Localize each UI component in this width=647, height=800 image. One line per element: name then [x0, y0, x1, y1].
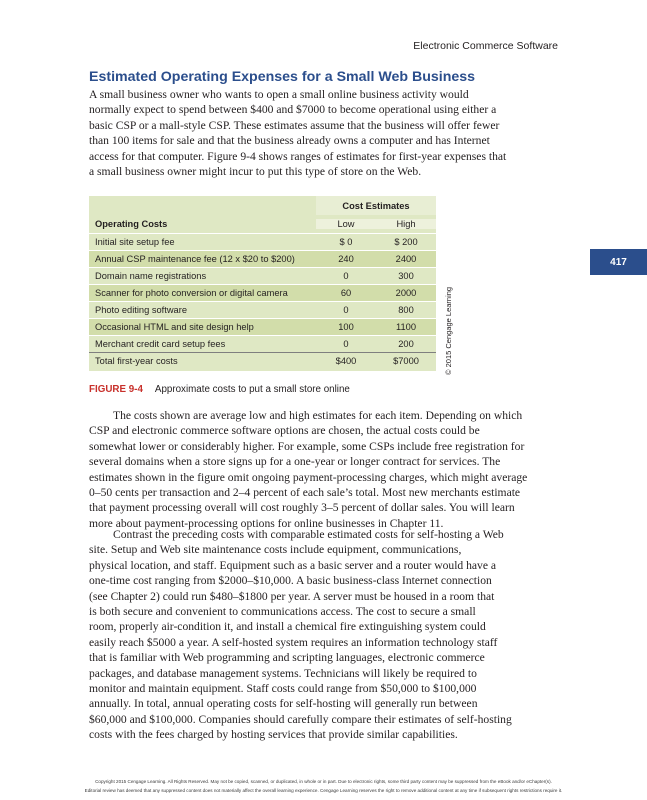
high-column-header: High	[376, 219, 436, 229]
body-line: somewhat lower or considerably higher. For example, some CSPs include free registration for	[89, 439, 525, 453]
body-line: costs with the fees charged by hosting services that provide similar capabilities.	[89, 728, 458, 742]
row-item: Photo editing software	[95, 305, 187, 315]
figure-label: FIGURE 9-4	[89, 384, 143, 395]
body-line: The costs shown are average low and high estimates for each item. Depending on which	[113, 409, 523, 422]
body-line: physical location, and staff. Equipment such as a basic server and a router would have a	[89, 558, 497, 572]
table-row	[89, 233, 436, 251]
row-low: 60	[340, 288, 352, 298]
intro-line: a small business owner might incur to put this type of store on the Web.	[89, 165, 422, 179]
intro-paragraph	[89, 87, 559, 179]
page-number-tab: 417	[590, 249, 647, 275]
row-low: 100	[338, 322, 354, 332]
row-high: 200	[398, 339, 414, 349]
figure-caption	[89, 384, 350, 395]
intro-line: basic CSP or a mall-style CSP. These estimates assume that the business will offer fewer	[89, 118, 500, 132]
body-line: several domains when a store signs up for a one-year or longer contract for services. The	[89, 455, 501, 469]
row-item: Annual CSP maintenance fee (12 x $20 to $200)	[95, 254, 295, 264]
row-high: 2000	[395, 288, 417, 298]
row-high: 800	[398, 305, 414, 315]
figure-credit: © 2015 Cengage Learning	[444, 286, 453, 375]
row-high: 300	[398, 271, 414, 281]
total-high: $7000	[393, 356, 419, 366]
row-low: 0	[343, 339, 349, 349]
body-line: estimates shown in the figure omit ongoing payment-processing charges, which might average	[89, 470, 528, 484]
copyright-notice: Editorial review has deemed that any suppressed content does not materially affect the overall learning experience. Cengage Learning reserves the right to remove additional content at any time if subsequent rights restrictions require it.	[84, 788, 563, 793]
table-header-row	[89, 215, 436, 233]
intro-line: normally expect to spend between $400 and $7000 to become operational using either a	[89, 103, 497, 117]
body-line: that is familiar with Web programming and scripting languages, electronic commerce	[89, 651, 485, 665]
body-paragraph-2	[89, 527, 559, 743]
body-line: easily reach $5000 a year. A self-hosted system requires an information technology staff	[89, 635, 498, 649]
table-row	[89, 267, 436, 285]
operating-costs-header: Operating Costs	[95, 219, 168, 229]
body-line: 0–50 cents per transaction and 2–4 percent of each sale’s total. Most new merchants estimate	[89, 486, 521, 500]
row-low: $ 0	[339, 237, 353, 247]
row-high: 2400	[395, 254, 417, 264]
body-line: room, properly air-condition it, and install a chemical fire extinguishing system could	[89, 620, 486, 634]
section-heading: Estimated Operating Expenses for a Small Web Business	[89, 69, 476, 85]
body-line: that payment processing overall will cost roughly 3–5 percent of dollar sales. You will learn	[89, 501, 515, 515]
body-line: Contrast the preceding costs with comparable estimated costs for self-hosting a Web	[113, 528, 504, 541]
intro-line: A small business owner who wants to open a small online business activity would	[89, 88, 469, 101]
table-row	[89, 335, 436, 353]
row-low: 240	[338, 254, 354, 264]
body-line: is both secure and convenient to communications access. The cost to secure a small	[89, 605, 476, 619]
low-column-header: Low	[316, 219, 376, 229]
copyright-notice: Copyright 2015 Cengage Learning. All Rights Reserved. May not be copied, scanned, or duplicated, in whole or in part. Due to electronic rights, some third party content may be suppressed from the eBook and/or eChapter(s).	[95, 779, 552, 784]
body-line: site. Setup and Web site maintenance costs include equipment, communications,	[89, 543, 462, 557]
cost-estimates-header: Cost Estimates	[316, 196, 436, 215]
intro-line: than 100 items for sale and that the business already owns a computer and has Internet	[89, 134, 490, 148]
body-line: $60,000 and $100,000. Companies should carefully compare their estimates of self-hosting	[89, 712, 512, 726]
row-high: $ 200	[394, 237, 418, 247]
cost-estimates-table	[89, 196, 436, 371]
row-item: Merchant credit card setup fees	[95, 339, 226, 349]
intro-line: access for that computer. Figure 9-4 shows ranges of estimates for first-year expenses that	[89, 149, 507, 163]
total-low: $400	[335, 356, 357, 366]
table-row	[89, 318, 436, 336]
body-line: (see Chapter 2) could run $480–$1800 per year. A server must be housed in a room that	[89, 589, 495, 603]
body-line: one-time cost ranging from $2000–$10,000. A basic business-class Internet connection	[89, 574, 492, 588]
body-paragraph-1	[89, 408, 559, 531]
body-line: more about payment-processing options for online businesses in Chapter 11.	[89, 516, 444, 530]
body-line: annually. In total, annual operating costs for self-hosting will generally run between	[89, 697, 478, 711]
row-item: Scanner for photo conversion or digital camera	[95, 288, 288, 298]
running-head: Electronic Commerce Software	[413, 40, 558, 52]
row-item: Domain name registrations	[95, 271, 207, 281]
total-row	[89, 352, 436, 370]
table-row	[89, 284, 436, 302]
row-low: 0	[343, 271, 349, 281]
body-line: packages, and database management systems. Technicians will likely be required to	[89, 666, 477, 680]
row-item: Initial site setup fee	[95, 237, 175, 247]
table-row	[89, 301, 436, 319]
row-low: 0	[343, 305, 349, 315]
body-line: monitor and maintain equipment. Staff costs could range from $50,000 to $100,000	[89, 682, 477, 696]
body-line: CSP and electronic commerce software options are chosen, the actual costs could be	[89, 424, 480, 438]
row-high: 1100	[396, 322, 416, 332]
row-item: Occasional HTML and site design help	[95, 322, 254, 332]
total-label: Total first-year costs	[95, 356, 178, 366]
table-row	[89, 250, 436, 268]
figure-caption-text: Approximate costs to put a small store online	[154, 384, 350, 395]
